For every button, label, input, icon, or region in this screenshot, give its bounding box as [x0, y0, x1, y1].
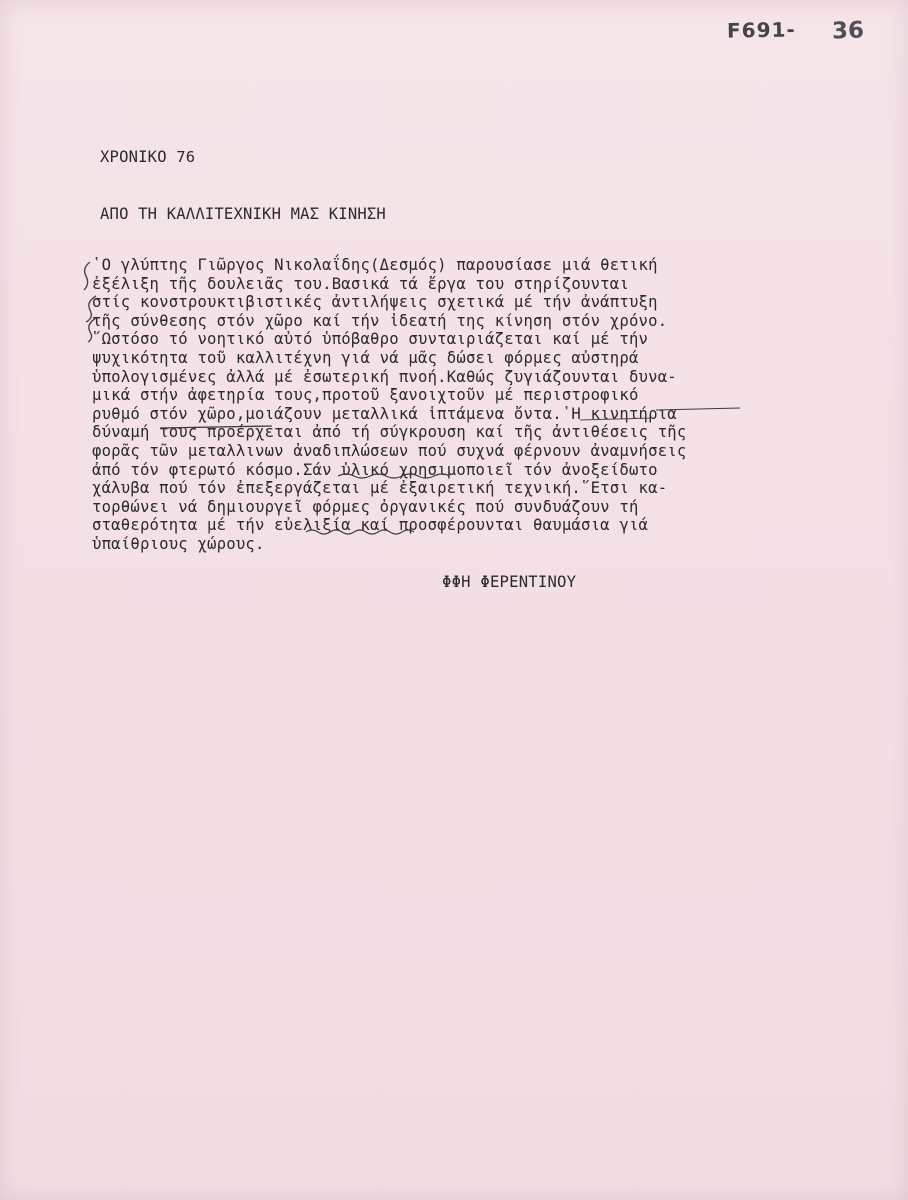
archive-reference-handwritten: F691-	[726, 17, 796, 43]
body-line: τορθώνει νά δημιουργεῖ φόρμες ὀργανικές πού συνδυάζουν τή	[92, 497, 639, 516]
body-line: τῆς σύνθεσης στόν χῶρο καί τήν ἰδεατή της κίνηση στόν χρόνο.	[92, 311, 668, 330]
body-line: ρυθμό στόν χῶρο,μοιάζουν μεταλλικά ἱπτάμενα ὄντα.῾Η κινητήρια	[92, 404, 677, 423]
body-line: στίς κονστρουκτιβιστικές ἀντιλήψεις σχετικά μέ τήν ἀνάπτυξη	[92, 293, 658, 312]
body-line: φορᾶς τῶν μεταλλινων ἀναδιπλώσεων πού συχνά φέρνουν ἀναμνήσεις	[92, 441, 687, 460]
body-line: ἐξέλιξη τῆς δουλειᾶς του.Βασικά τά ἔργα του στηρίζουνται	[92, 274, 629, 293]
body-line: δύναμή τους προέρχεται ἀπό τή σύγκρουση καί τῆς ἀντιθέσεις τῆς	[92, 423, 687, 442]
article-body	[92, 256, 812, 554]
body-line: χάλυβα πού τόν ἐπεξεργάζεται μέ ἐξαιρετική τεχνική.῞Ετσι κα-	[92, 479, 668, 498]
page-number-handwritten: 36	[831, 17, 865, 45]
author-signature-line: ΦΦΗ ΦΕΡΕΝΤΙΝΟΥ	[442, 573, 577, 591]
document-subheading: ΑΠΟ ΤΗ ΚΑΛΛΙΤΕΧΝΙΚΗ ΜΑΣ ΚΙΝΗΣΗ	[100, 205, 386, 223]
body-line: ψυχικότητα τοῦ καλλιτέχνη γιά νά μᾶς δώσει φόρμες αὐστηρά	[92, 348, 639, 367]
body-line: ῾Ο γλύπτης Γιῶργος Νικολαΐδης(Δεσμός) παρουσίασε μιά θετική	[92, 256, 658, 274]
body-line: ὑπολογισμένες ἀλλά μέ ἐσωτερική πνοή.Καθώς ζυγιάζουνται δυνα-	[92, 367, 677, 386]
body-line: ῞Ωστόσο τό νοητικό αὐτό ὑπόβαθρο συνταιριάζεται καί μέ τήν	[92, 330, 649, 349]
margin-bracket-mark	[84, 262, 90, 290]
body-line: σταθερότητα μέ τήν εὐελιξία καί προσφέρουνται θαυμάσια γιά	[92, 516, 649, 535]
body-line: ὑπαίθριους χώρους.	[92, 534, 265, 553]
body-line: ἀπό τόν φτερωτό κόσμο.Σάν ὑλικό χρησιμοποιεῖ τόν ἀνοξείδωτο	[92, 460, 658, 479]
document-heading: ΧΡΟΝΙΚΟ 76	[100, 148, 196, 166]
body-line: μικά στήν ἀφετηρία τους,προτοῦ ξανοιχτοῦν μέ περιστροφικό	[92, 386, 639, 405]
